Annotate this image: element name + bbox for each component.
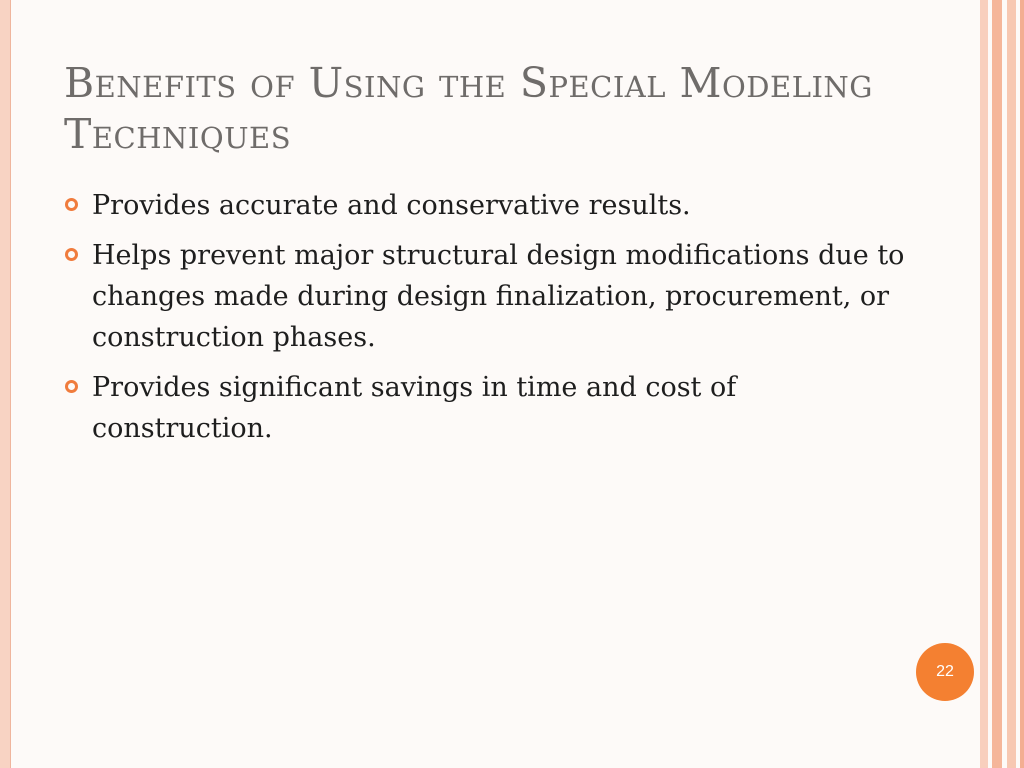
bullet-item (62, 367, 912, 449)
right-border-stripe (1007, 0, 1016, 768)
page-number-badge: 22 (916, 643, 974, 701)
circle-bullet-icon (65, 248, 78, 261)
circle-bullet-icon (65, 198, 78, 211)
slide-title: Benefits of Using the Special Modeling Techniques (64, 59, 873, 158)
bullet-text: Helps prevent major structural design modifications due to changes made during design finalization, procurement, or construction phases. (92, 240, 905, 353)
bullet-text: Provides accurate and conservative results. (92, 190, 691, 221)
bullet-list (62, 185, 912, 458)
bullet-item (62, 235, 912, 358)
right-border-band (976, 0, 1024, 768)
right-border-stripe (980, 0, 988, 768)
bullet-text: Provides significant savings in time and cost of construction. (92, 372, 737, 444)
left-border-band (0, 0, 11, 768)
right-border-stripe (1020, 0, 1024, 768)
bullet-item (62, 185, 912, 226)
right-border-stripe (992, 0, 1002, 768)
circle-bullet-icon (65, 380, 78, 393)
